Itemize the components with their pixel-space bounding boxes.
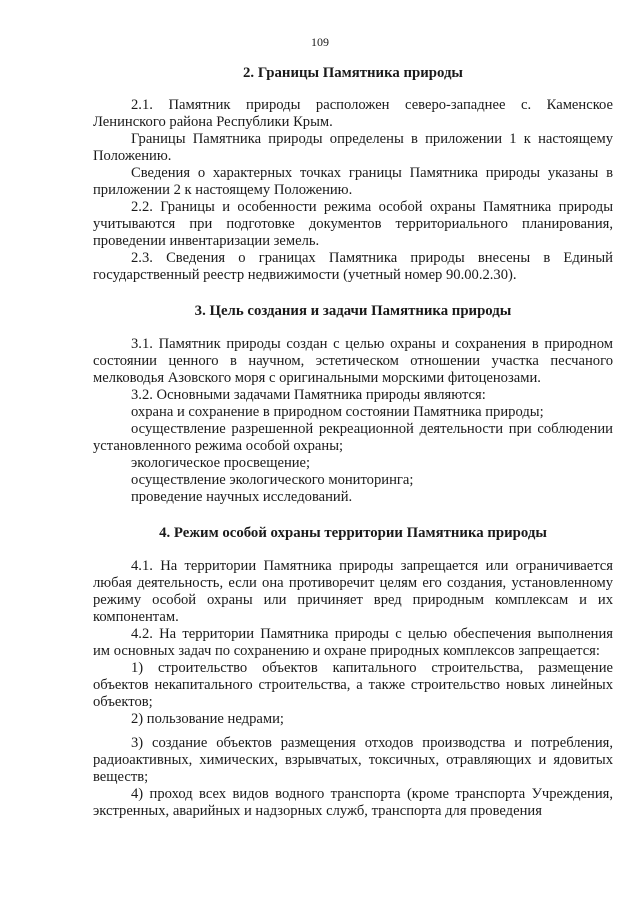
task-item-5: проведение научных исследований. (131, 489, 353, 505)
prohibition-item-4: 4) проход всех видов водного транспорта (кроме транспорта Учреждения, экстренных, аварийных и надзорных служб, транспорта для проведения (93, 786, 613, 819)
paragraph-4-1: 4.1. На территории Памятника природы запрещается или ограничивается любая деятельность, если она противоречит целям его создания, установленному режиму особой охраны или причиняет вред природным комплексам и их компонентам. (93, 558, 613, 625)
paragraph-3-2: 3.2. Основными задачами Памятника природы являются: (131, 387, 486, 403)
page-number: 109 (311, 35, 329, 49)
task-item-3: экологическое просвещение; (131, 455, 311, 471)
paragraph-2-2: 2.2. Границы и особенности режима особой охраны Памятника природы учитываются при подготовке документов территориального планирования, проведении инвентаризации земель. (93, 199, 613, 249)
task-item-4: осуществление экологического мониторинга; (131, 472, 414, 488)
task-item-2: осуществление разрешенной рекреационной деятельности при соблюдении установленного режима особой охраны; (93, 421, 613, 454)
paragraph-2-3: 2.3. Сведения о границах Памятника природы внесены в Единый государственный реестр недвижимости (учетный номер 90.00.2.30). (93, 250, 613, 283)
prohibition-item-3: 3) создание объектов размещения отходов производства и потребления, радиоактивных, химических, взрывчатых, токсичных, отравляющих и ядовитых веществ; (93, 735, 613, 785)
paragraph-2-1: 2.1. Памятник природы расположен северо-западнее с. Каменское Ленинского района Республики Крым. (93, 97, 613, 130)
prohibition-item-2: 2) пользование недрами; (131, 711, 284, 727)
paragraph-3-1: 3.1. Памятник природы создан с целью охраны и сохранения в природном состоянии ценного в научном, эстетическом отношении участка песчаного мелководья Азовского моря с оригинальными морскими фитоценозами. (93, 336, 613, 386)
paragraph-2-1-points: Сведения о характерных точках границы Памятника природы указаны в приложении 2 к настоящему Положению. (93, 165, 613, 198)
task-item-1: охрана и сохранение в природном состоянии Памятника природы; (131, 404, 544, 420)
prohibition-item-1: 1) строительство объектов капитального строительства, размещение объектов некапитального строительства, а также строительство новых линейных объектов; (93, 660, 613, 710)
section-4-title: 4. Режим особой охраны территории Памятника природы (159, 525, 547, 541)
paragraph-2-1-borders: Границы Памятника природы определены в приложении 1 к настоящему Положению. (93, 131, 613, 164)
section-3-title: 3. Цель создания и задачи Памятника природы (194, 303, 512, 319)
paragraph-4-2: 4.2. На территории Памятника природы с целью обеспечения выполнения им основных задач по сохранению и охране природных комплексов запрещается: (93, 626, 613, 659)
section-2-title: 2. Границы Памятника природы (243, 65, 463, 81)
